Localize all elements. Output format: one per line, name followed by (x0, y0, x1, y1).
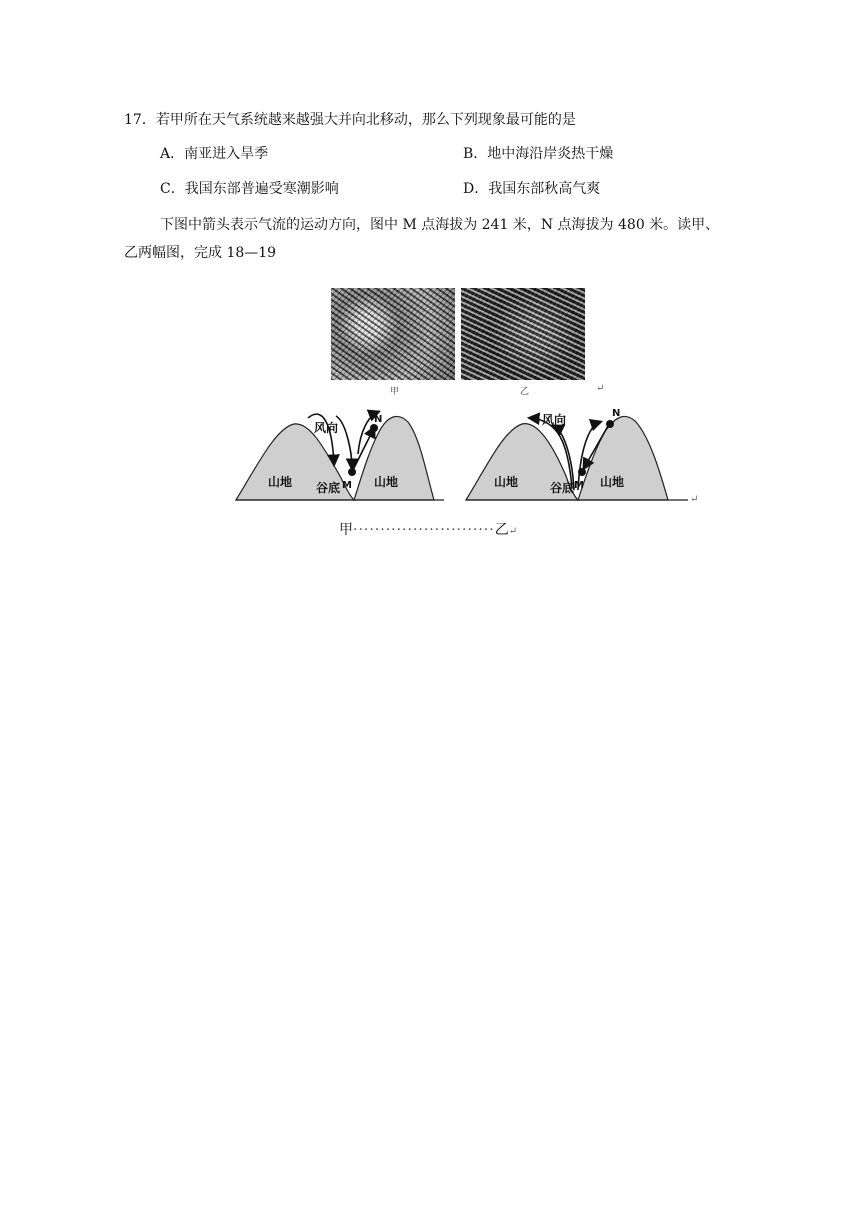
intro-line-1: 下图中箭头表示气流的运动方向，图中 M 点海拔为 241 米，N 点海拔为 480 米。读甲、 (160, 217, 720, 233)
terrain-photo-yi (461, 288, 585, 380)
left-panel (236, 412, 444, 500)
terrain-photo-jia (331, 288, 455, 380)
right-wind-label: 风向 (542, 413, 567, 427)
right-point-m-label: M (574, 480, 584, 491)
right-point-m (578, 468, 586, 476)
right-mountain-label-1: 山地 (494, 475, 519, 489)
photo-caption-yi: 乙 (520, 387, 530, 397)
bottom-caption (339, 519, 517, 539)
left-point-m (348, 468, 356, 476)
right-panel (466, 408, 688, 500)
option-c: C．我国东部普遍受寒潮影响 (160, 181, 339, 197)
left-valley-label: 谷底 (316, 481, 341, 495)
question-17-title: 17．若甲所在天气系统越来越强大并向北移动，那么下列现象最可能的是 (124, 112, 576, 128)
bottom-dots: ·························· (353, 522, 495, 538)
option-d: D．我国东部秋高气爽 (463, 181, 601, 197)
photo-caption-jia: 甲 (390, 387, 400, 397)
intro-line-2: 乙两幅图，完成 18—19 (124, 245, 277, 261)
bottom-label-jia: 甲 (339, 522, 353, 538)
right-valley-label: 谷底 (550, 481, 575, 495)
diagram-return-mark: ↵ (690, 494, 699, 505)
left-mountain-label-1: 山地 (268, 475, 293, 489)
option-b: B．地中海沿岸炎热干燥 (463, 146, 614, 162)
left-wind-arrow-2 (336, 416, 352, 468)
right-point-n-label: N (612, 408, 621, 419)
left-point-n (370, 424, 378, 432)
right-mountain-label-2: 山地 (600, 475, 625, 489)
left-wind-label: 风向 (314, 421, 339, 435)
right-point-n (606, 420, 614, 428)
return-mark: ↵ (596, 383, 605, 394)
bottom-label-yi: 乙 (494, 522, 509, 538)
left-point-m-label: M (342, 480, 352, 491)
option-a: A．南亚进入旱季 (160, 146, 269, 162)
bottom-return-mark: ↵ (508, 526, 518, 537)
left-point-n-label: N (374, 414, 383, 425)
left-mountain-label-2: 山地 (374, 475, 399, 489)
